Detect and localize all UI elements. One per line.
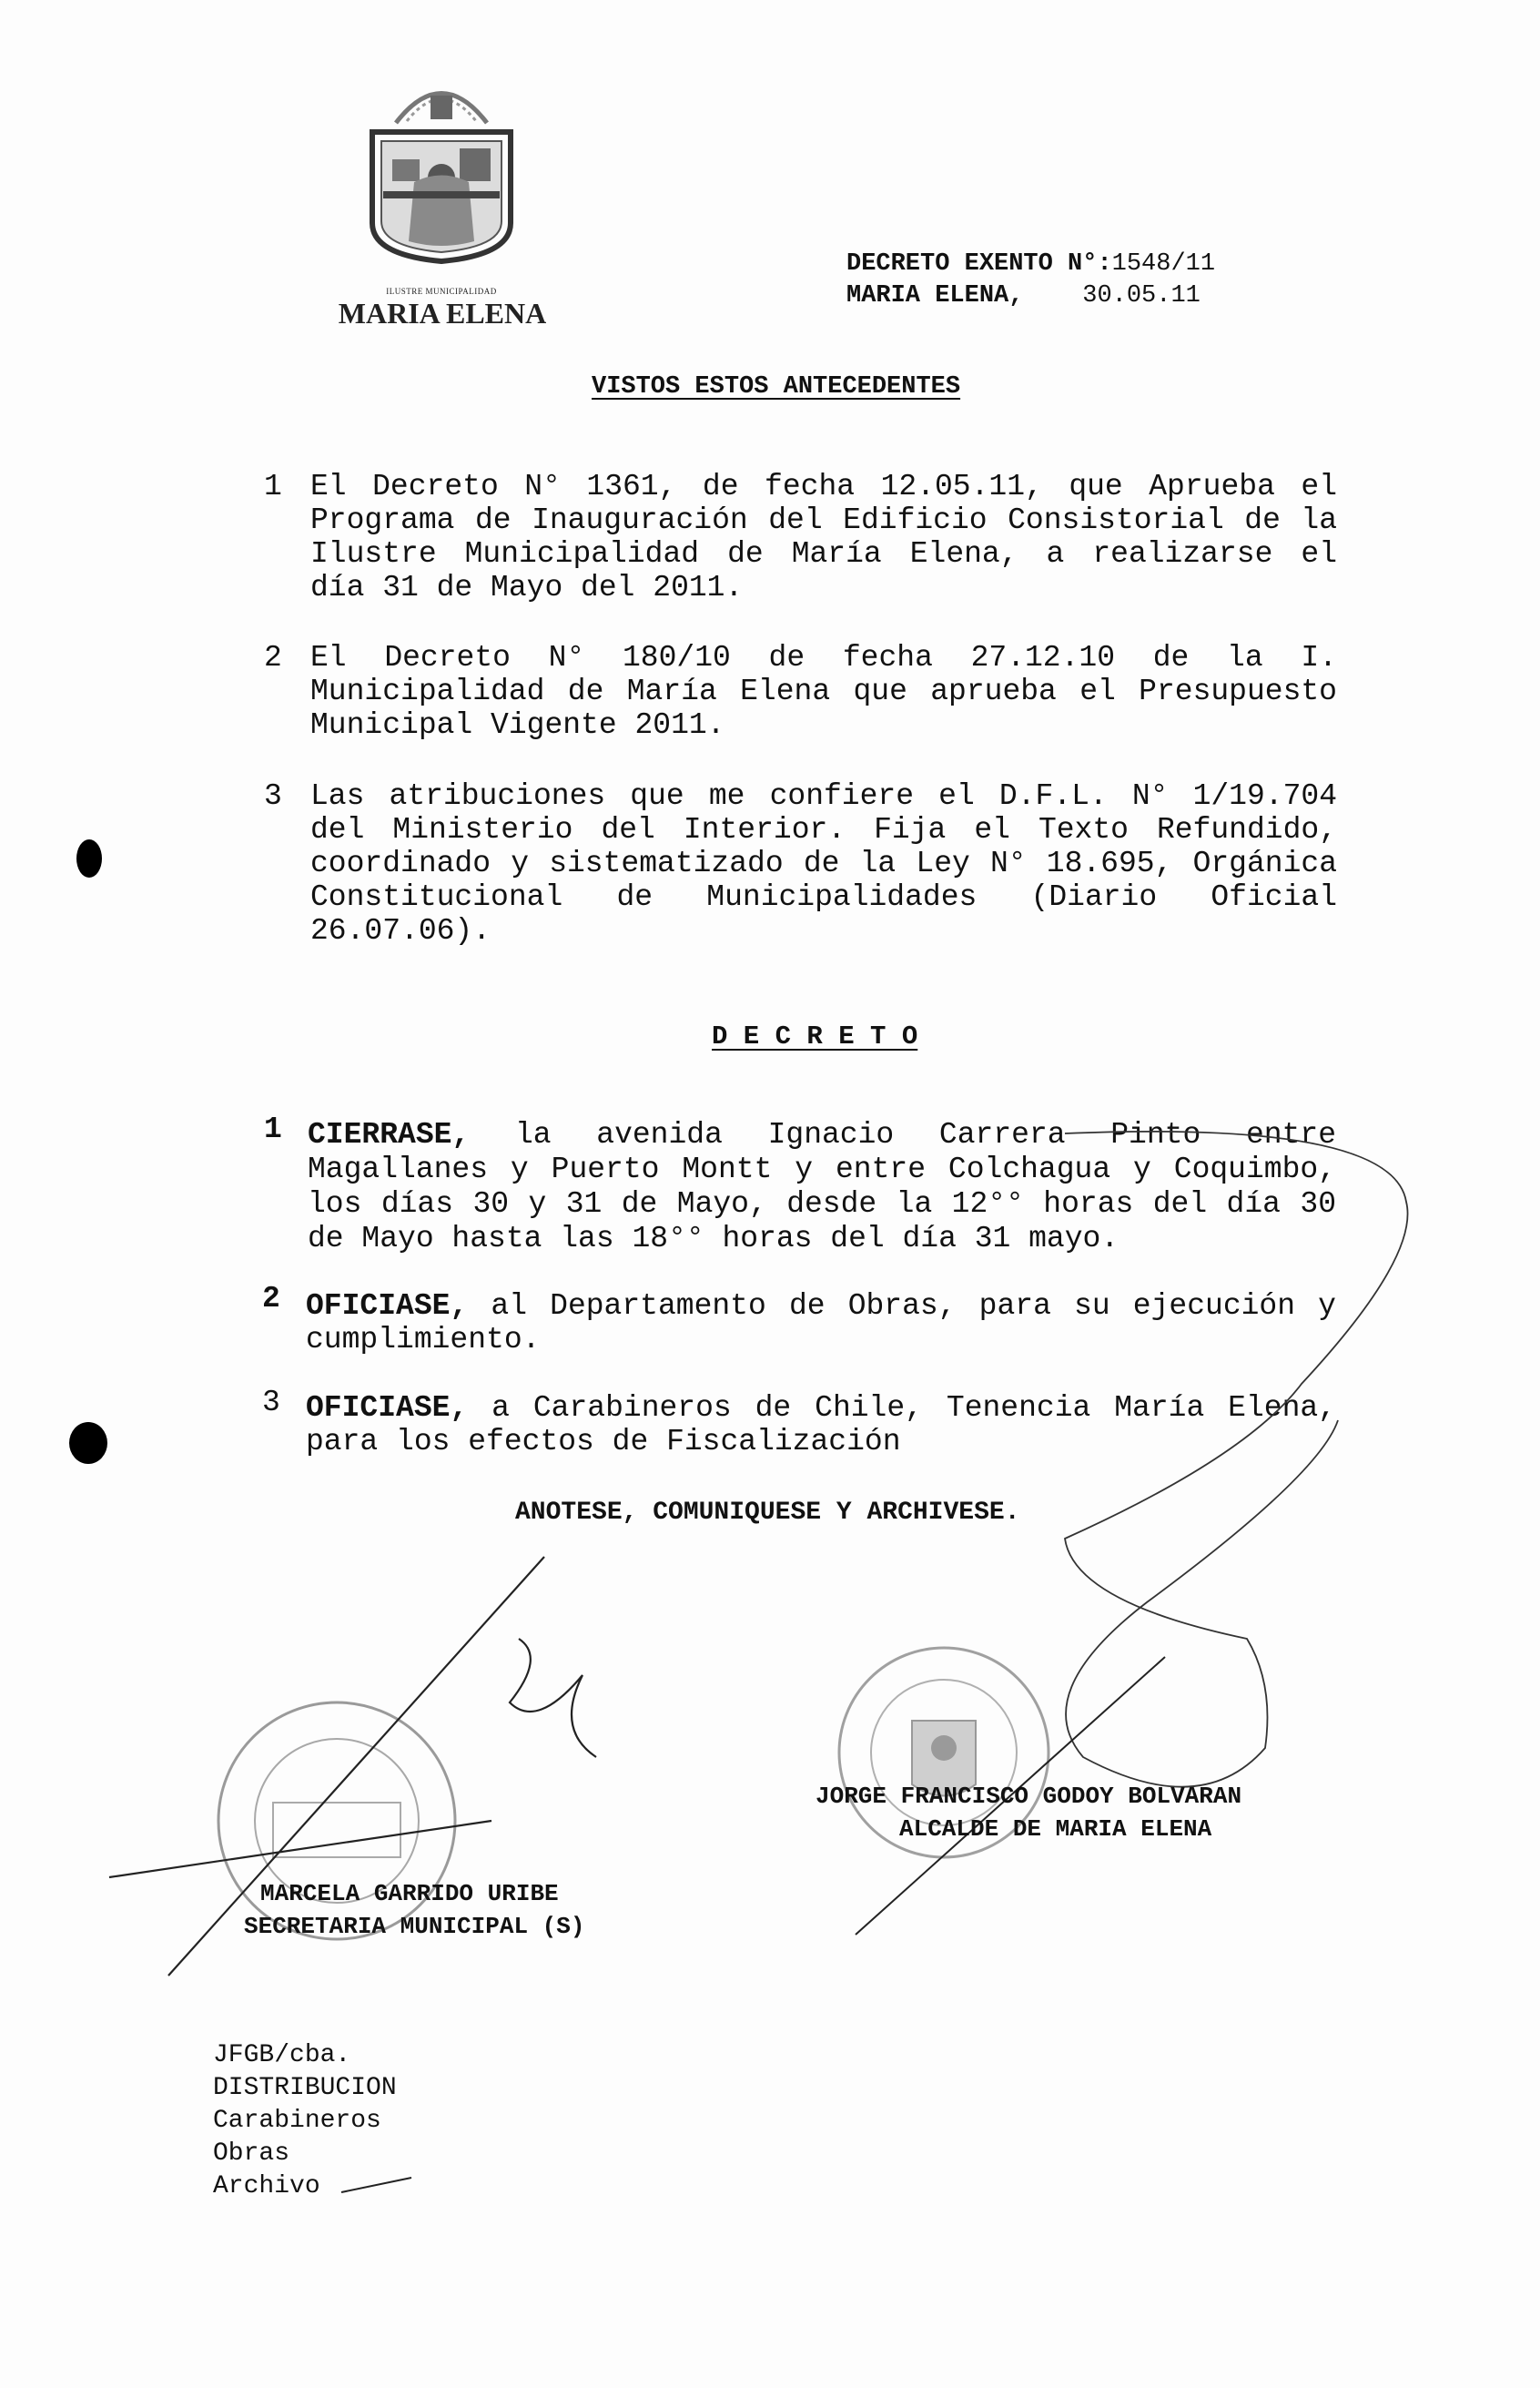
distribution-recipient: Archivo <box>213 2172 320 2200</box>
distribution-heading: DISTRIBUCION <box>213 2074 397 2102</box>
vistos-heading: VISTOS ESTOS ANTECEDENTES <box>592 373 961 401</box>
distribution-recipient: Obras <box>213 2139 290 2168</box>
decreto-heading: D E C R E T O <box>712 1021 918 1052</box>
decree-header <box>846 249 1215 312</box>
decreto-item-2-text: al Departamento de Obras, para su ejecución y cumplimiento. <box>306 1289 1336 1357</box>
right-signature-block <box>816 1780 1241 1845</box>
distribution-recipient: Carabineros <box>213 2107 381 2135</box>
decreto-item-1-text: la avenida Ignacio Carrera Pinto entre Magallanes y Puerto Montt y entre Colchagua y Coquimbo, los días 30 y 31 de Mayo, desde la 12°° horas del día 30 de Mayo hasta las 18°° horas del día 31 mayo. <box>308 1118 1336 1255</box>
punch-hole-mark <box>76 839 102 878</box>
decreto-item-3 <box>306 1391 1336 1458</box>
decreto-item-3-text: a Carabineros de Chile, Tenencia María Elena, para los efectos de Fiscalización <box>306 1391 1336 1458</box>
place-label: MARIA ELENA, <box>846 282 1024 310</box>
vistos-item-1-text: El Decreto N° 1361, de fecha 12.05.11, que Aprueba el Programa de Inauguración del Edificio Consistorial de la Ilustre Municipalidad de María Elena, a realizarse el día 31 de Mayo del 2011. <box>310 470 1337 605</box>
right-signatory-name: JORGE FRANCISCO GODOY BOLVARAN <box>816 1783 1242 1810</box>
right-signatory-title: ALCALDE DE MARIA ELENA <box>899 1815 1212 1843</box>
logo-small-text: ILUSTRE MUNICIPALIDAD <box>386 287 497 296</box>
decreto-item-3-verb: OFICIASE, <box>306 1391 469 1425</box>
decreto-item-2-verb: OFICIASE, <box>306 1289 469 1323</box>
left-signature-block <box>244 1877 584 1943</box>
vistos-item-3-text: Las atribuciones que me confiere el D.F.L. N° 1/19.704 del Ministerio del Interior. Fija el Texto Refundido, coordinado y sistematizado de la Ley N° 18.695, Orgánica Constitucional de Municipalidades (Diario Oficial 26.07.06). <box>310 779 1337 948</box>
decreto-item-3-number: 3 <box>262 1386 280 1419</box>
author-initials: JFGB/cba. <box>213 2041 351 2069</box>
decree-date: 30.05.11 <box>1082 282 1201 310</box>
decree-number: 1548/11 <box>1111 250 1216 278</box>
decreto-item-2 <box>306 1289 1336 1357</box>
vistos-item-3-number: 3 <box>264 779 282 813</box>
punch-hole-mark <box>69 1422 107 1464</box>
decreto-item-1-number: 1 <box>264 1113 282 1146</box>
decree-date-line <box>846 280 1215 312</box>
vistos-item-2-number: 2 <box>264 641 282 675</box>
municipal-logo <box>360 68 523 296</box>
decreto-item-2-number: 2 <box>262 1282 280 1316</box>
closing-formula: ANOTESE, COMUNIQUESE Y ARCHIVESE. <box>515 1499 1020 1527</box>
distribution-block <box>213 2039 397 2203</box>
decree-number-line <box>846 249 1215 280</box>
logo-title: MARIA ELENA <box>338 297 547 330</box>
left-signatory-title: SECRETARIA MUNICIPAL (S) <box>244 1913 585 1940</box>
coat-of-arms-icon <box>360 68 523 264</box>
left-signatory-name: MARCELA GARRIDO URIBE <box>260 1880 559 1907</box>
decreto-item-1-verb: CIERRASE, <box>308 1118 471 1152</box>
decreto-item-1 <box>308 1118 1336 1256</box>
vistos-item-2-text: El Decreto N° 180/10 de fecha 27.12.10 de la I. Municipalidad de María Elena que aprueba el Presupuesto Municipal Vigente 2011. <box>310 641 1337 742</box>
decree-label: DECRETO EXENTO N°: <box>846 250 1112 278</box>
vistos-item-1-number: 1 <box>264 470 282 503</box>
